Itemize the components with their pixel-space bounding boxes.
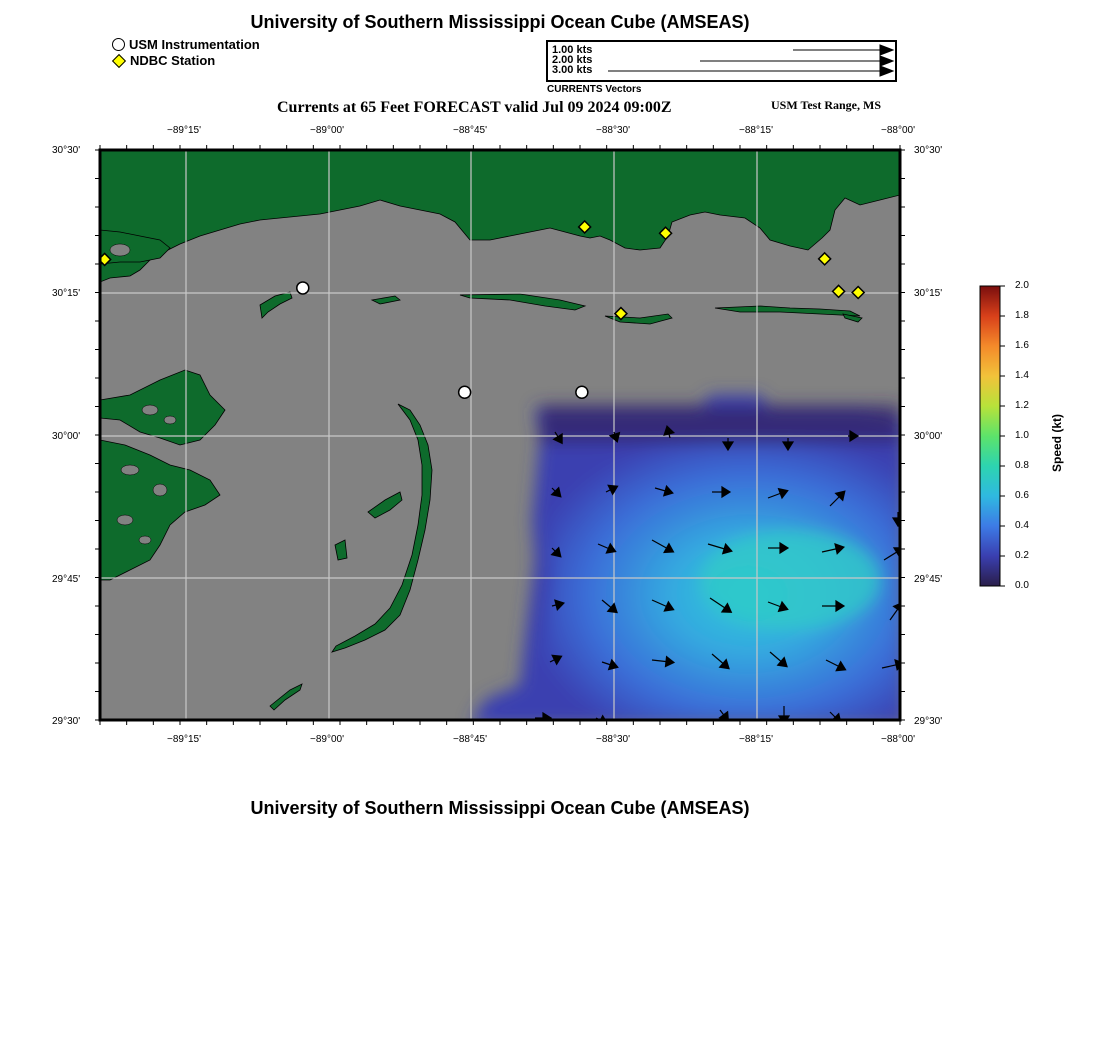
colorbar-tick-label: 0.0 [1015,580,1029,591]
colorbar-tick-label: 2.0 [1015,280,1029,291]
vector-scale-3: 3.00 kts [552,64,593,76]
colorbar-tick-label: 1.6 [1015,340,1029,351]
bottom-xtick-2: −89°00' [310,734,344,745]
top-xtick-3: −88°45' [453,125,487,136]
main-title: University of Southern Mississippi Ocean Cube (AMSEAS) [250,12,750,32]
right-ytick-3: 30°00' [914,431,943,442]
bottom-xtick-3: −88°45' [453,734,487,745]
legend-ndbc-label: NDBC Station [130,53,216,68]
colorbar-tick-label: 1.2 [1015,400,1029,411]
left-ytick-2: 30°15' [52,288,81,299]
vector-scale-2: 2.00 kts [552,54,593,66]
legend-usm-label: USM Instrumentation [129,37,260,52]
usm-station-marker [297,282,309,294]
right-ytick-1: 30°30' [914,145,943,156]
colorbar-tick-label: 1.0 [1015,430,1029,441]
colorbar-tick-label: 1.8 [1015,310,1029,321]
right-ytick-4: 29°45' [914,574,943,585]
colorbar-tick-label: 0.4 [1015,520,1029,531]
usm-station-marker [576,386,588,398]
bottom-xtick-4: −88°30' [596,734,630,745]
bottom-xtick-1: −89°15' [167,734,201,745]
left-ytick-1: 30°30' [52,145,81,156]
colorbar-tick-label: 0.8 [1015,460,1029,471]
footer-title: University of Southern Mississippi Ocean Cube (AMSEAS) [250,798,750,818]
left-ytick-4: 29°45' [52,574,81,585]
vector-scale-1: 1.00 kts [552,44,593,56]
usm-station-marker [459,386,471,398]
colorbar-title: Speed (kt) [1050,413,1065,473]
colorbar-tick-label: 0.2 [1015,550,1029,561]
vector-caption: CURRENTS Vectors [547,84,642,95]
colorbar-tick-label: 0.6 [1015,490,1029,501]
right-ytick-5: 29°30' [914,716,943,727]
bottom-xtick-5: −88°15' [739,734,773,745]
top-xtick-1: −89°15' [167,125,201,136]
top-xtick-6: −88°00' [881,125,915,136]
top-xtick-5: −88°15' [739,125,773,136]
top-xtick-4: −88°30' [596,125,630,136]
right-ytick-2: 30°15' [914,288,943,299]
left-ytick-5: 29°30' [52,716,81,727]
top-xtick-2: −89°00' [310,125,344,136]
map-subtitle: Currents at 65 Feet FORECAST valid Jul 09 2024 09:00Z [277,99,672,116]
bottom-xtick-6: −88°00' [881,734,915,745]
colorbar-tick-label: 1.4 [1015,370,1029,381]
region-label: USM Test Range, MS [771,98,882,112]
left-ytick-3: 30°00' [52,431,81,442]
